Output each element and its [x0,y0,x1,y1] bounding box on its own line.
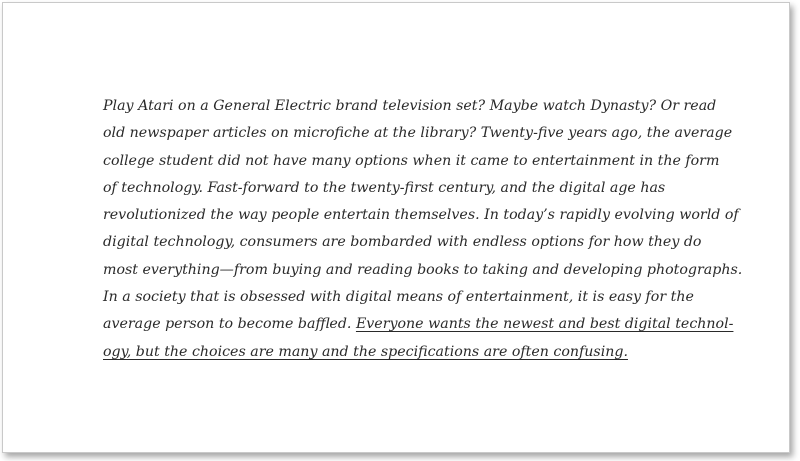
paragraph-line-7: most everything—from buying and reading books to taking and developing photographs. [103,261,743,278]
paragraph-line-5: revolutionized the way people entertain themselves. In today’s rapidly evolving world of [103,207,739,224]
document-page [2,2,790,453]
paragraph-line-4: of technology. Fast-forward to the twenty-first century, and the digital age has [103,179,666,196]
paragraph-line-1: Play Atari on a General Electric brand television set? Maybe watch Dynasty? Or read [103,98,717,114]
thesis-underline-part-2: ogy, but the choices are many and the specifications are often confusing. [103,343,628,360]
paragraph-line-8: In a society that is obsessed with digital means of entertainment, it is easy for the [103,289,694,306]
paragraph-line-3: college student did not have many options when it came to entertainment in the form [103,152,720,169]
thesis-underline-part-1: Everyone wants the newest and best digital technol- [355,316,734,333]
body-paragraph [103,93,743,366]
paragraph-line-9 [103,311,743,338]
paragraph-line-10 [103,339,743,366]
line-9-plain-text: average person to become baffled. [103,316,356,333]
paragraph-line-2: old newspaper articles on microfiche at the library? Twenty-five years ago, the average [103,125,733,142]
paragraph-line-6: digital technology, consumers are bombarded with endless options for how they do [103,234,702,251]
